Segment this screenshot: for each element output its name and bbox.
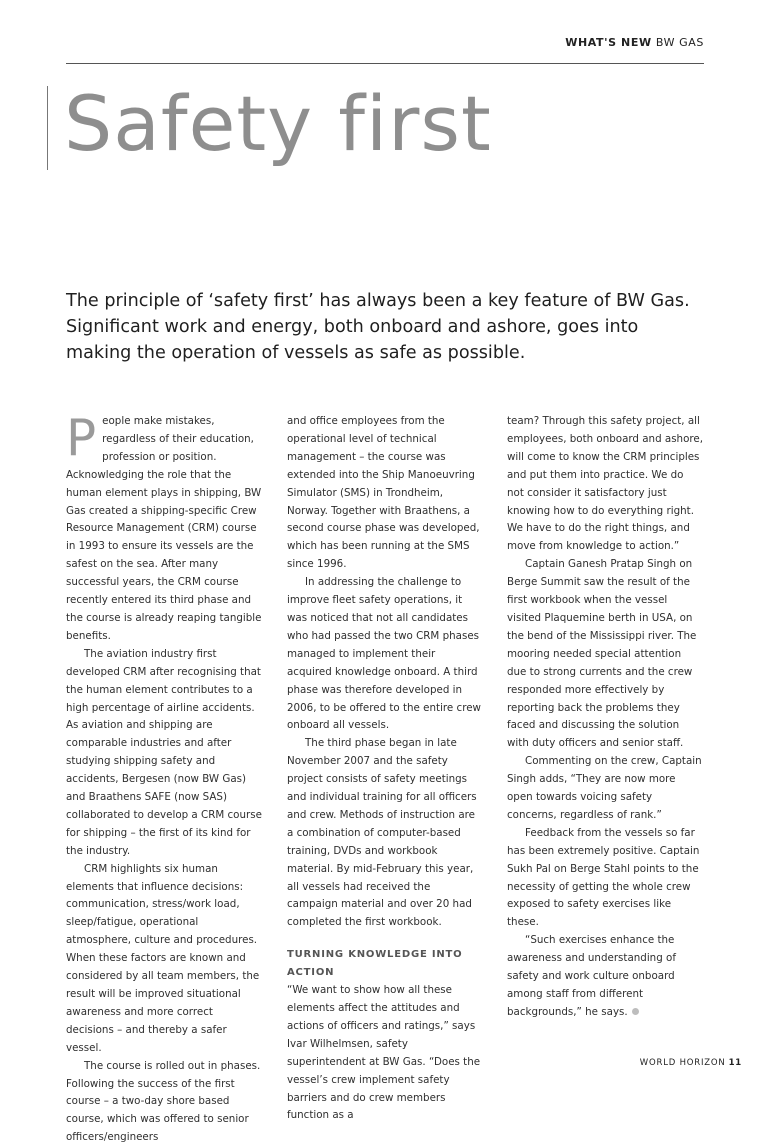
text-column-3 <box>507 413 703 1022</box>
paragraph-text: eople make mistakes, regardless of their education, profession or position. Acknowledging the role that the human element plays in shipping, BW Gas created a shipping-specific Crew Resource Management (CRM) course in 1993 to ensure its vessels are the safest on the sea. After many successful years, the CRM course recently entered its third phase and the course is already reaping tangible benefits. <box>66 415 262 642</box>
title-accent-bar <box>47 86 48 170</box>
article-title: Safety first <box>64 79 492 168</box>
paragraph: In addressing the challenge to improve fleet safety operations, it was noticed that not all candidates who had passed the two CRM phases managed to implement their acquired knowledge onboard. A third phase was therefore developed in 2006, to be offered to the entire crew onboard all vessels. <box>287 576 481 732</box>
paragraph: and office employees from the operational level of technical management – the course was extended into the Ship Manoeuvring Simulator (SMS) in Trondheim, Norway. Together with Braathens, a second course phase was developed, which has been running at the SMS since 1996. <box>287 415 480 571</box>
paragraph: Commenting on the crew, Captain Singh adds, “They are now more open towards voicing safety concerns, regardless of rank.” <box>507 755 702 821</box>
paragraph-text: “Such exercises enhance the awareness and understanding of safety and work culture onboard among staff from different backgrounds,” he says. <box>507 934 676 1018</box>
drop-cap: P <box>66 409 97 467</box>
page-footer <box>640 1058 742 1068</box>
paragraph: Feedback from the vessels so far has been extremely positive. Captain Sukh Pal on Berge Stahl points to the necessity of getting the whole crew exposed to safety exercises like these. <box>507 826 700 929</box>
page-number: 11 <box>728 1058 742 1068</box>
paragraph: Captain Ganesh Pratap Singh on Berge Summit saw the result of the first workbook when the vessel visited Plaquemine berth in USA, on the bend of the Mississippi river. The mooring needed special attention due to strong currents and the crew responded more effectively by reporting back the problems they faced and discussing the solution with duty officers and senior staff. <box>507 558 697 750</box>
article-lede: The principle of ‘safety first’ has always been a key feature of BW Gas. Significant work and energy, both onboard and ashore, goes into making the operation of vessels as safe as possible. <box>66 291 690 363</box>
text-column-2 <box>287 413 483 1125</box>
header-rule <box>66 63 704 64</box>
paragraph <box>66 409 262 646</box>
paragraph: “We want to show how all these elements affect the attitudes and actions of officers and ratings,” says Ivar Wilhelmsen, safety superintendent at BW Gas. “Does the vessel’s crew implement safety barriers and do crew members function as a <box>287 984 481 1122</box>
text-column-1 <box>66 409 262 1147</box>
paragraph: CRM highlights six human elements that influence decisions: communication, stress/work load, sleep/fatigue, operational atmosphere, culture and procedures. When these factors are known and considered by all team members, the result will be improved situational awareness and more correct decisions – and thereby a safer vessel. <box>66 862 260 1054</box>
paragraph: team? Through this safety project, all employees, both onboard and ashore, will come to know the CRM principles and put them into practice. We do not consider it satisfactory just knowing how to do everything right. We have to do the right things, and move from knowledge to action.” <box>507 415 704 553</box>
end-mark-icon <box>632 1008 639 1015</box>
section-sublabel: BW GAS <box>655 36 704 49</box>
paragraph: The aviation industry first developed CRM after recognising that the human element contributes to a high percentage of airline accidents. As aviation and shipping are comparable industries and after studying shipping safety and accidents, Bergesen (now BW Gas) and Braathens SAFE (now SAS) collaborated to develop a CRM course for shipping – the first of its kind for the industry. <box>66 647 262 857</box>
paragraph: The third phase began in late November 2007 and the safety project consists of safety meetings and individual training for all officers and crew. Methods of instruction are a combination of computer-based training, DVDs and workbook material. By mid-February this year, all vessels had received the campaign material and over 20 had completed the first workbook. <box>287 737 477 929</box>
magazine-name: WORLD HORIZON <box>639 1058 726 1068</box>
paragraph: The course is rolled out in phases. Following the success of the first course – a two-day shore based course, which was offered to senior officers/engineers <box>66 1059 261 1144</box>
section-label: WHAT'S NEW <box>565 36 652 49</box>
paragraph <box>507 932 703 1022</box>
section-header <box>565 36 704 49</box>
subheading: TURNING KNOWLEDGE INTO ACTION <box>287 949 463 979</box>
